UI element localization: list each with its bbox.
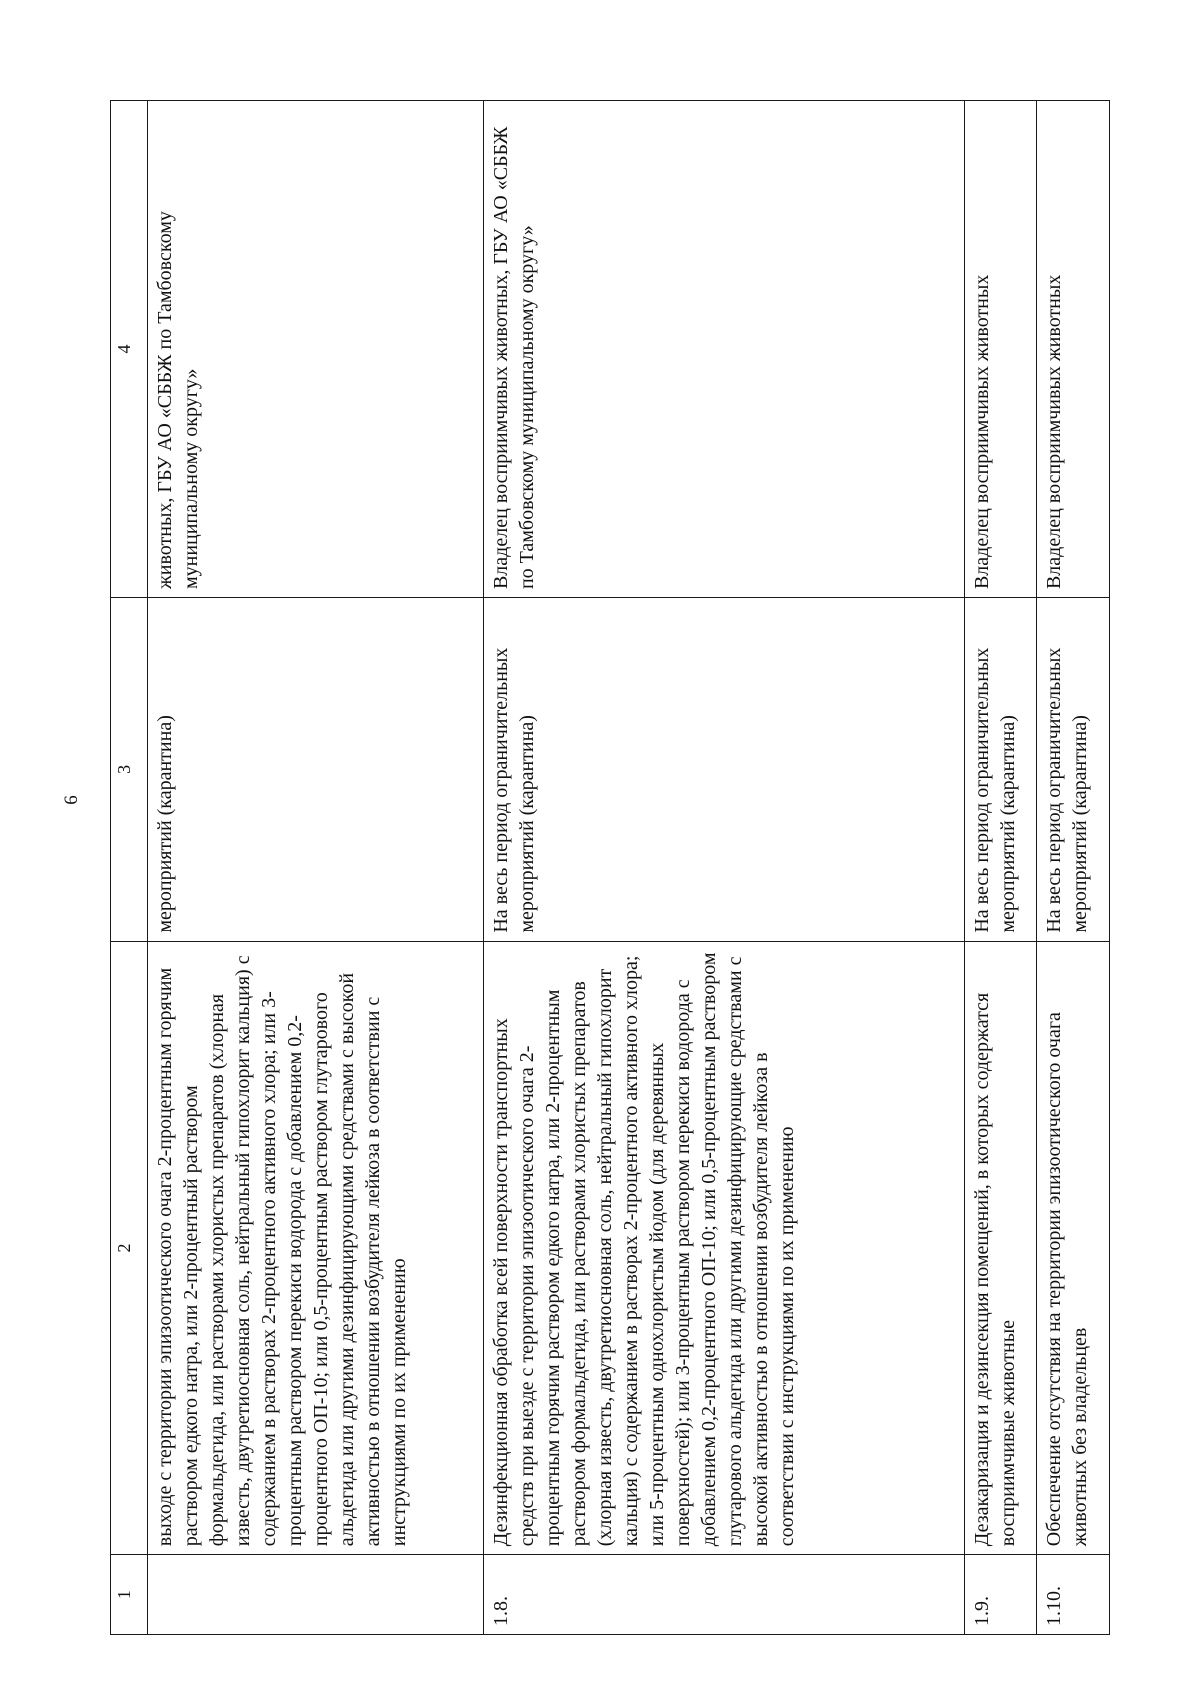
period-cell [483, 598, 964, 942]
measure-cell [483, 941, 964, 1555]
document-frame [110, 100, 1110, 1635]
row-number-cell: 1.8. [483, 1555, 964, 1635]
period-cell [147, 598, 483, 942]
table-row [147, 101, 483, 1635]
period-text: На весь период ограничительных мероприятий (карантина) [970, 647, 1019, 933]
measure-cell [147, 941, 483, 1555]
responsible-text: Владелец восприимчивых животных, ГБУ АО «СББЖ по Тамбовскому муниципальному округу» [489, 126, 538, 590]
table-row [964, 101, 1037, 1635]
row-number-cell [147, 1555, 483, 1635]
page-number: 6 [61, 795, 82, 805]
row-number-cell: 1.9. [964, 1555, 1037, 1635]
responsible-text: Владелец восприимчивых животных [970, 274, 993, 590]
measure-text: Обеспечение отсутствия на территории эпизоотического очага животных без владельцев [1043, 1012, 1092, 1547]
measure-cell [964, 941, 1037, 1555]
column-header-2: 2 [111, 941, 148, 1555]
column-header-1: 1 [111, 1555, 148, 1635]
responsible-cell [147, 101, 483, 598]
measure-text: выходе с территории эпизоотического очага 2-процентным горячим раствором едкого натра, или 2-процентный раствором формальдегида, или растворами хлористых препаратов (хлорная известь, двутретиосновная соль, нейтральный гипохлорит кальция) с содержанием в растворах 2-процентного активного хлора; или 3-процентным раствором перекиси водорода с добавлением 0,2-процентного ОП-10; или 0,5-процентным раствором глутарового альдегида или другими дезинфицирующими средствами с высокой активностью в отношении возбудителя лейкоза в соответствии с инструкциями по их применению [153, 955, 410, 1547]
column-header-4: 4 [111, 101, 148, 598]
row-number-cell: 1.10. [1037, 1555, 1110, 1635]
column-number-row [111, 101, 148, 1635]
responsible-cell [1037, 101, 1110, 598]
measure-cell [1037, 941, 1110, 1555]
responsible-text: животных, ГБУ АО «СББЖ по Тамбовскому муниципальному округу» [153, 211, 202, 590]
period-text: На весь период ограничительных мероприятий (карантина) [489, 647, 538, 933]
column-header-3: 3 [111, 598, 148, 942]
table-row [1037, 101, 1110, 1635]
responsible-cell [964, 101, 1037, 598]
period-cell [964, 598, 1037, 942]
measure-text: Дезинфекционная обработка всей поверхности транспортных средств при выезде с территории эпизоотического очага 2-процентным горячим раствором едкого натра, или 2-процентным раствором формальдегида, или растворами хлористых препаратов (хлорная известь, двутретиосновная соль, нейтральный гипохлорит кальция) с содержанием в растворах 2-процентного активного хлора; или 5-процентным однохлористым йодом (для деревянных поверхностей); или 3-процентным раствором перекиси водорода с добавлением 0,2-процентного ОП-10; или 0,5-процентным раствором глутарового альдегида или другими дезинфицирующие средствами с высокой активностью в отношении возбудителя лейкоза в соответствии с инструкциями по их применению [489, 952, 798, 1547]
responsible-cell [483, 101, 964, 598]
period-text: На весь период ограничительных мероприятий (карантина) [1043, 647, 1092, 933]
period-text: мероприятий (карантина) [153, 715, 176, 933]
rotated-table-container [110, 100, 1110, 1635]
measures-table [110, 100, 1110, 1635]
responsible-text: Владелец восприимчивых животных [1043, 274, 1066, 590]
period-cell [1037, 598, 1110, 942]
table-row [483, 101, 964, 1635]
measure-text: Дезакаризация и дезинсекция помещений, в которых содержатся восприимчивые животные [970, 992, 1019, 1547]
